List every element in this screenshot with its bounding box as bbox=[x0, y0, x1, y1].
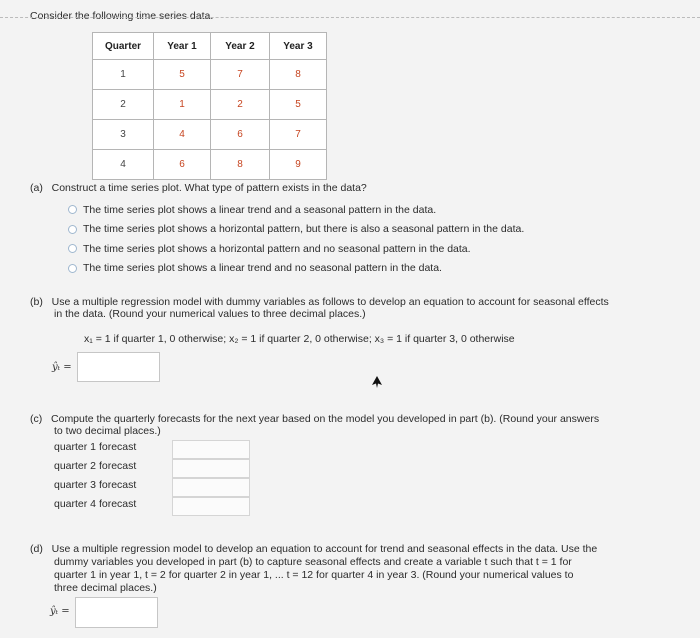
dummy-variable-definition: x₁ = 1 if quarter 1, 0 otherwise; x₂ = 1 if quarter 2, 0 otherwise; x₃ = 1 if quarter 3, 0 otherwise bbox=[84, 333, 515, 345]
table-cell: 4 bbox=[93, 150, 154, 180]
radio-button[interactable] bbox=[68, 264, 77, 273]
table-cell: 9 bbox=[270, 150, 327, 180]
option-linear-seasonal[interactable] bbox=[68, 200, 524, 220]
part-d-text-line3: quarter 1 in year 1, t = 2 for quarter 2 in year 1, ... t = 12 for quarter 4 in year 3. (Round your numerical values to bbox=[54, 569, 574, 581]
table-cell: 8 bbox=[211, 150, 270, 180]
table-cell: 5 bbox=[154, 60, 211, 90]
part-d-label: (d) bbox=[30, 543, 43, 555]
part-b-label: (b) bbox=[30, 296, 43, 308]
radio-button[interactable] bbox=[68, 244, 77, 253]
forecast-input-q2[interactable] bbox=[172, 459, 250, 478]
table-cell: 3 bbox=[93, 120, 154, 150]
table-cell: 2 bbox=[93, 90, 154, 120]
part-d-question bbox=[30, 543, 597, 555]
part-a-label: (a) bbox=[30, 182, 43, 194]
table-row bbox=[93, 90, 327, 120]
time-series-table bbox=[92, 32, 327, 180]
forecast-label-q4: quarter 4 forecast bbox=[54, 498, 137, 510]
forecast-label-q2: quarter 2 forecast bbox=[54, 460, 137, 472]
part-c-question bbox=[30, 413, 670, 425]
table-cell: 2 bbox=[211, 90, 270, 120]
forecast-input-q1[interactable] bbox=[172, 440, 250, 459]
table-cell: 1 bbox=[154, 90, 211, 120]
forecast-input-q3[interactable] bbox=[172, 478, 250, 497]
option-label: The time series plot shows a horizontal pattern and no seasonal pattern in the data. bbox=[83, 242, 471, 255]
part-b-question bbox=[30, 296, 680, 308]
option-horizontal-no-seasonal[interactable] bbox=[68, 239, 524, 259]
part-a-text: Construct a time series plot. What type of pattern exists in the data? bbox=[51, 182, 367, 194]
table-cell: 4 bbox=[154, 120, 211, 150]
part-a-question bbox=[30, 182, 367, 194]
forecast-label-q1: quarter 1 forecast bbox=[54, 441, 137, 453]
table-header-row bbox=[93, 33, 327, 60]
option-label: The time series plot shows a linear trend and no seasonal pattern in the data. bbox=[83, 262, 442, 275]
part-c-label: (c) bbox=[30, 413, 43, 425]
part-c-text-line2: to two decimal places.) bbox=[54, 425, 161, 437]
part-d-text-line2: dummy variables you developed in part (b) to capture seasonal effects and create a variable t such that t = 1 for bbox=[54, 556, 572, 568]
table-cell: 7 bbox=[211, 60, 270, 90]
option-horizontal-seasonal[interactable] bbox=[68, 220, 524, 240]
table-cell: 8 bbox=[270, 60, 327, 90]
column-header: Year 2 bbox=[211, 33, 270, 60]
column-header: Year 1 bbox=[154, 33, 211, 60]
forecast-input-q4[interactable] bbox=[172, 497, 250, 516]
yhat-label-d: ŷₜ = bbox=[50, 606, 70, 617]
part-a-options bbox=[68, 200, 524, 278]
mouse-cursor-icon bbox=[371, 375, 383, 389]
table-cell: 5 bbox=[270, 90, 327, 120]
part-c-text-line1: Compute the quarterly forecasts for the next year based on the model you developed in part (b). (Round your answers bbox=[51, 413, 600, 425]
option-label: The time series plot shows a linear trend and a seasonal pattern in the data. bbox=[83, 203, 437, 216]
radio-button[interactable] bbox=[68, 225, 77, 234]
part-d-text-line1: Use a multiple regression model to develop an equation to account for trend and seasonal effects in the data. Use the bbox=[51, 543, 598, 555]
yhat-label-b: ŷₜ = bbox=[52, 362, 72, 373]
part-d-text-line4: three decimal places.) bbox=[54, 582, 157, 594]
part-b-text-line2: in the data. (Round your numerical values to three decimal places.) bbox=[54, 308, 366, 320]
radio-button[interactable] bbox=[68, 205, 77, 214]
table-cell: 1 bbox=[93, 60, 154, 90]
table-cell: 7 bbox=[270, 120, 327, 150]
table-cell: 6 bbox=[154, 150, 211, 180]
table-row bbox=[93, 120, 327, 150]
table-row bbox=[93, 150, 327, 180]
option-linear-no-seasonal[interactable] bbox=[68, 259, 524, 279]
column-header: Quarter bbox=[93, 33, 154, 60]
part-d-answer-input[interactable] bbox=[75, 597, 158, 628]
option-label: The time series plot shows a horizontal pattern, but there is also a seasonal pattern in the data. bbox=[83, 223, 525, 236]
intro-text: Consider the following time series data. bbox=[30, 10, 214, 22]
part-b-text-line1: Use a multiple regression model with dummy variables as follows to develop an equation to account for seasonal effects bbox=[51, 296, 609, 308]
forecast-label-q3: quarter 3 forecast bbox=[54, 479, 137, 491]
table-row bbox=[93, 60, 327, 90]
column-header: Year 3 bbox=[270, 33, 327, 60]
table-cell: 6 bbox=[211, 120, 270, 150]
part-b-answer-input[interactable] bbox=[77, 352, 160, 382]
divider bbox=[0, 17, 700, 18]
